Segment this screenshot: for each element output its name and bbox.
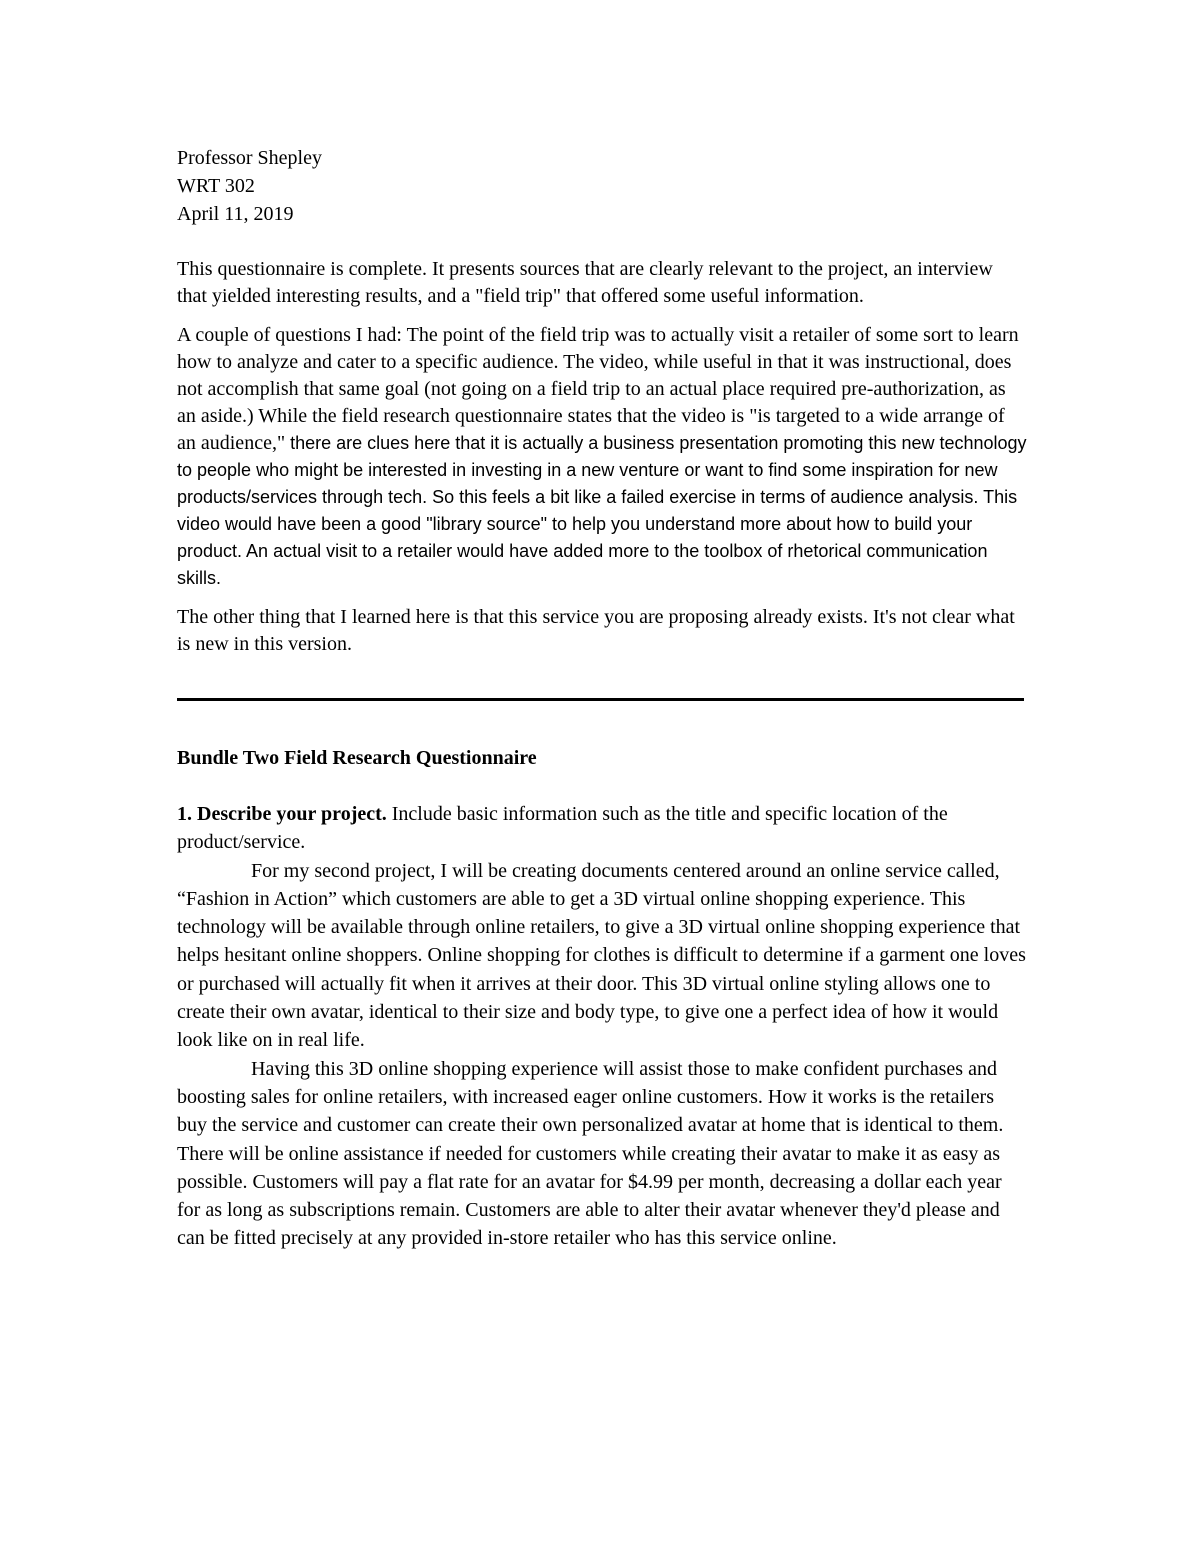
questionnaire-section <box>177 744 1027 1253</box>
answer-paragraph-1: For my second project, I will be creating documents centered around an online service called, “Fashion in Action” which customers are able to get a 3D virtual online shopping experience. This technology will be available through online retailers, to give a 3D virtual online shopping experience that helps hesitant online shoppers. Online shopping for clothes is difficult to determine if a garment one loves or purchased will actually fit when it arrives at their door. This 3D virtual online styling allows one to create their own avatar, identical to their size and body type, to give one a perfect idea of how it would look like on in real life. <box>177 859 1026 1052</box>
feedback-paragraph-1: This questionnaire is complete. It presents sources that are clearly relevant to the project, an interview that yielded interesting results, and a "field trip" that offered some useful information. <box>177 258 993 307</box>
document-date: April 11, 2019 <box>177 203 294 225</box>
instructor-feedback <box>177 256 1027 658</box>
feedback-paragraph-2 <box>177 322 1027 592</box>
answer-paragraph-2: Having this 3D online shopping experience will assist those to make confident purchases and boosting sales for online retailers, with increased eager online customers. How it works is the retailers buy the service and customer can create their own personalized avatar at home that is identical to them. There will be online assistance if needed for customers while creating their avatar to make it as easy as possible. Customers will pay a flat rate for an avatar for $4.99 per month, decreasing a dollar each year for as long as subscriptions remain. Customers are able to alter their avatar whenever they'd please and can be fitted precisely at any provided in-store retailer who has this service online. <box>177 1057 1004 1250</box>
question-1 <box>177 800 1027 857</box>
feedback-paragraph-2-serif: A couple of questions I had: The point of the field trip was to actually visit a retailer of some sort to learn how to analyze and cater to a specific audience. The video, while useful in that it was instructional, does not accomplish that same goal (not going on a field trip to an actual place required pre-authorization, as an aside.) While the field research questionnaire states that the video is "is targeted to a wide arrange of an audience," <box>177 324 1019 454</box>
professor-name: Professor Shepley <box>177 147 322 169</box>
feedback-paragraph-2-sans: there are clues here that it is actually a business presentation promoting this new technology to people who might be interested in investing in a new venture or want to find some inspiration for new products/services through tech. So this feels a bit like a failed exercise in terms of audience analysis. This video would have been a good "library source" to help you understand more about how to build your product. An actual visit to a retailer would have added more to the toolbox of rhetorical communication skills. <box>177 433 1027 588</box>
section-divider <box>177 698 1024 701</box>
document-header <box>177 144 1027 228</box>
questionnaire-title: Bundle Two Field Research Questionnaire <box>177 747 537 769</box>
question-1-prompt: Include basic information such as the title and specific location of the product/service. <box>177 803 948 854</box>
question-1-label: 1. Describe your project. <box>177 803 387 825</box>
feedback-paragraph-3: The other thing that I learned here is that this service you are proposing already exists. It's not clear what is new in this version. <box>177 606 1015 655</box>
course-code: WRT 302 <box>177 175 255 197</box>
